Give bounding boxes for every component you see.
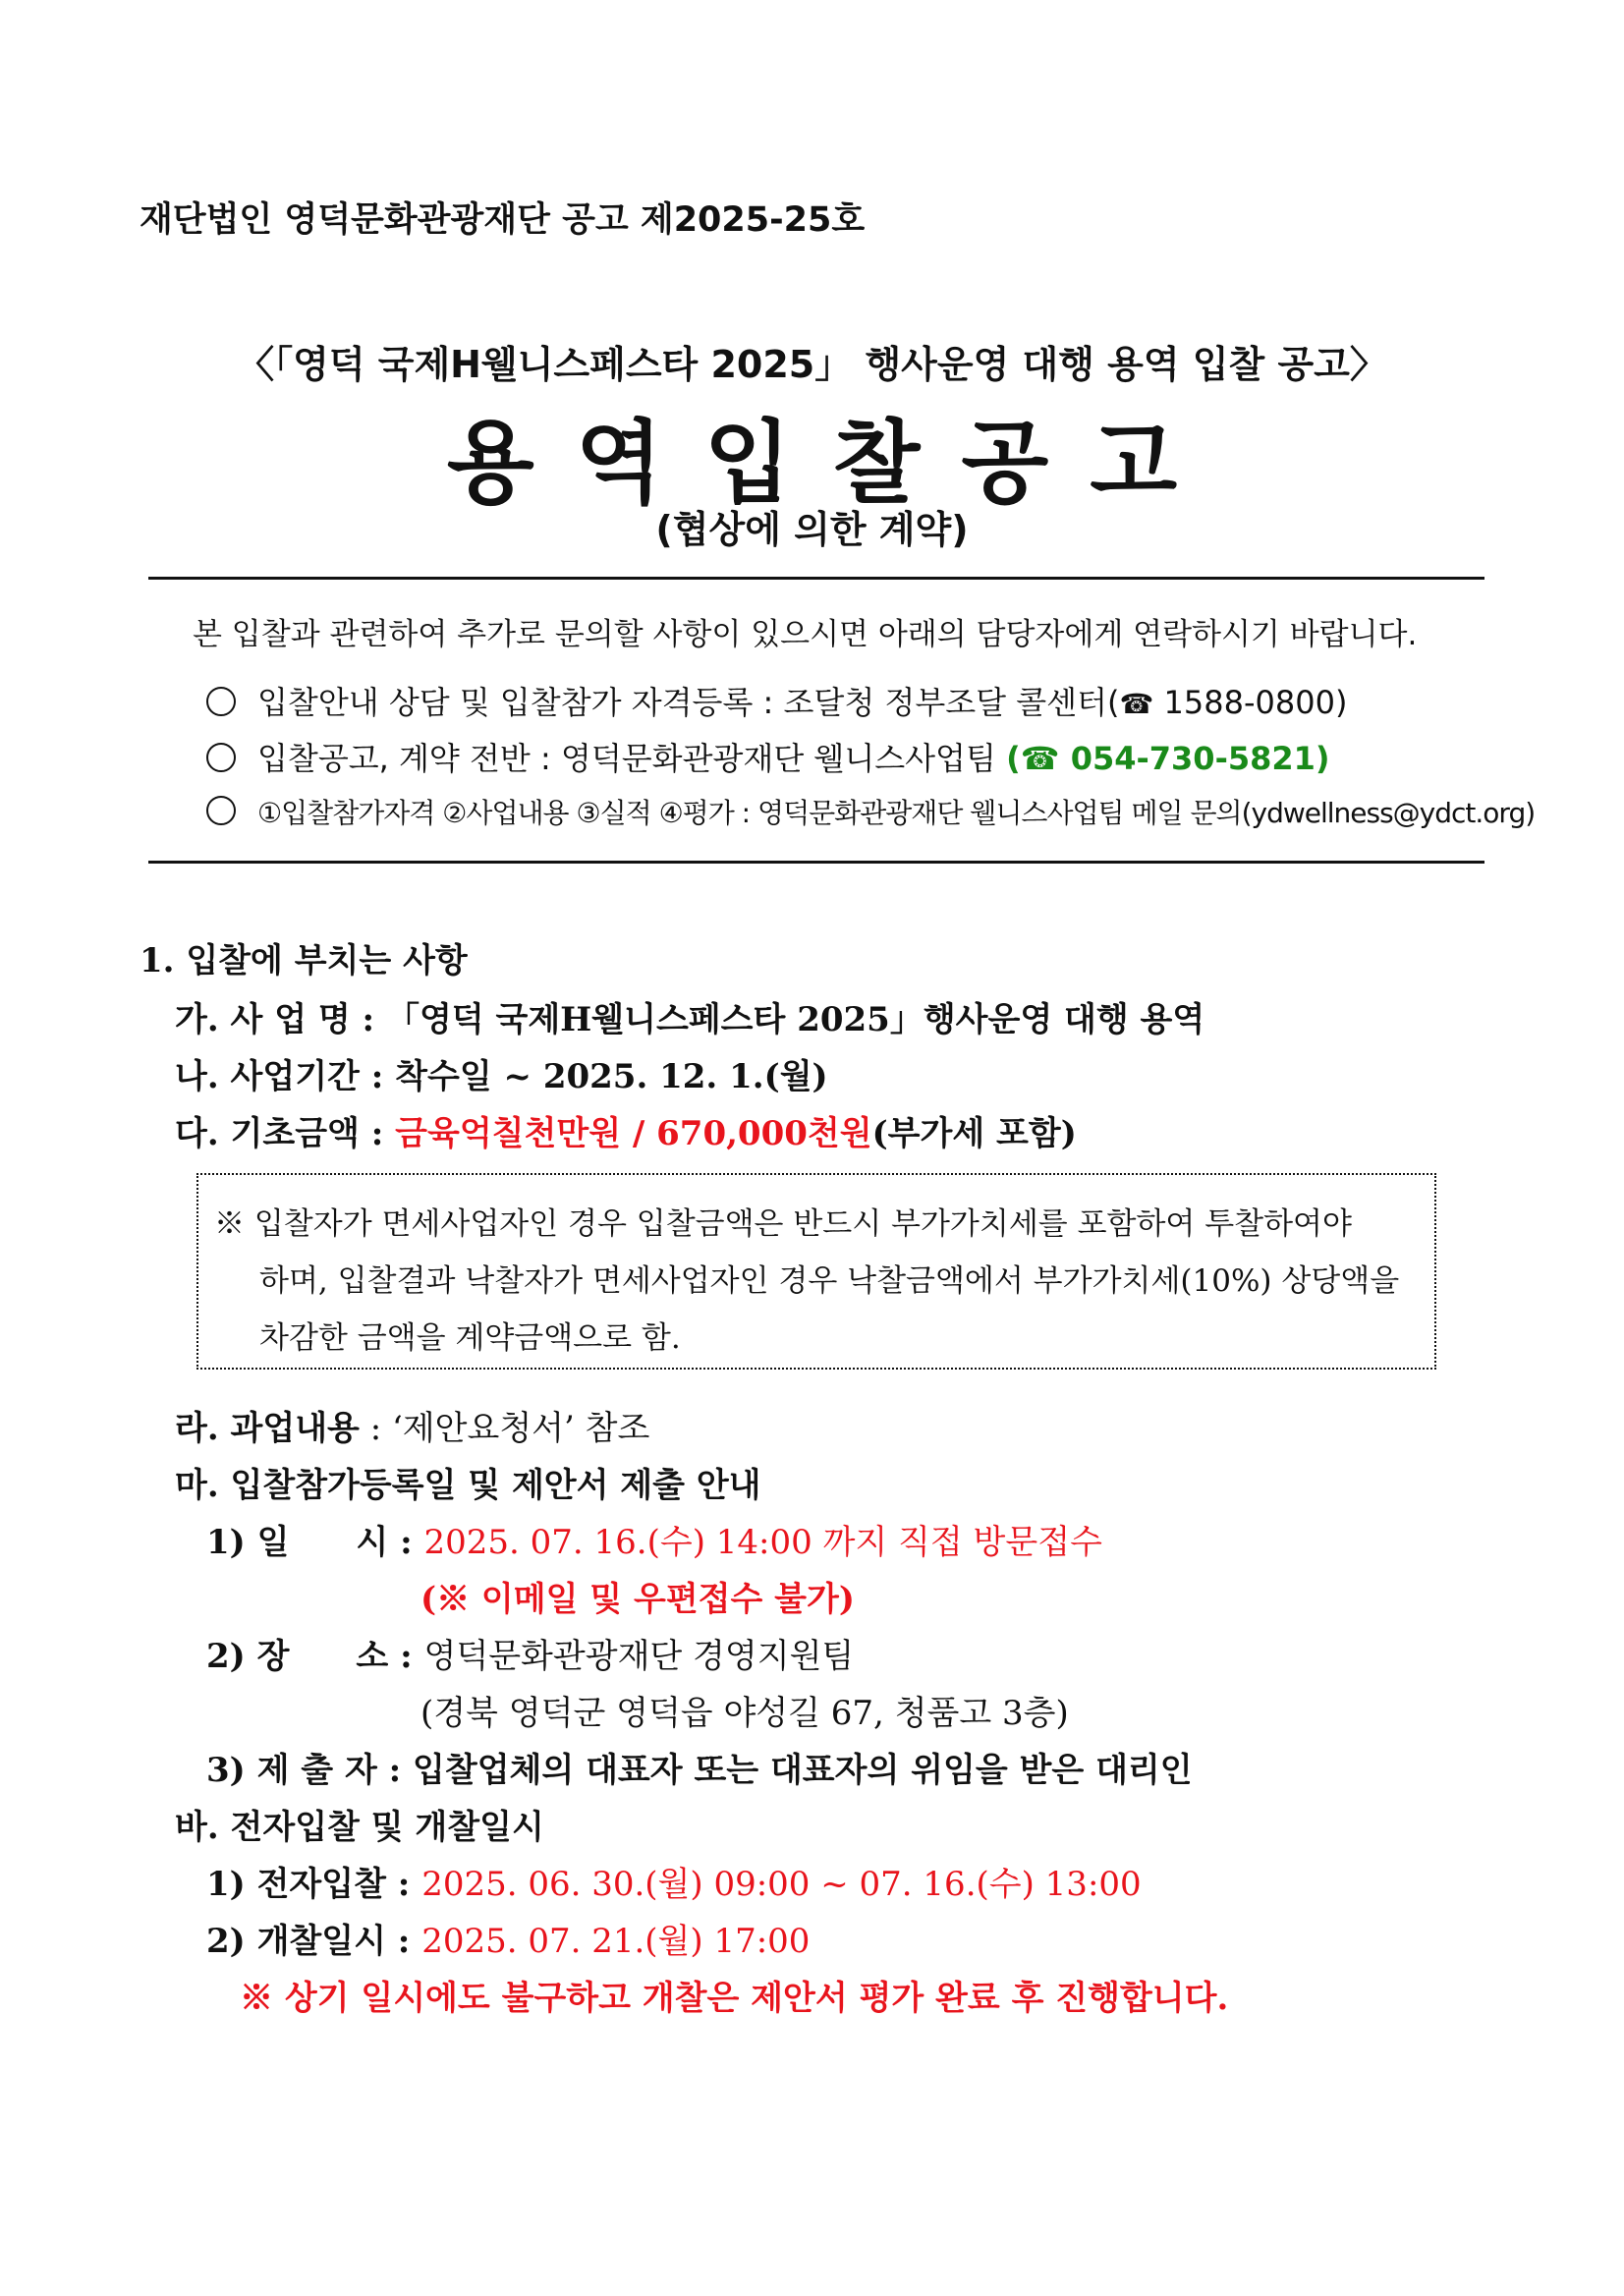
item-na <box>175 1049 828 1097</box>
item-ma: 마. 입찰참가등록일 및 제안서 제출 안내 <box>175 1466 761 1505</box>
notice-subtitle: 〈「영덕 국제H웰니스페스타 2025」 행사운영 대행 용역 입찰 공고〉 <box>237 343 1387 386</box>
contact-line-2-text: 입찰공고, 계약 전반 : 영덕문화관광재단 웰니스사업팀 <box>257 740 1007 777</box>
contact-line-2 <box>206 734 1330 779</box>
circle-bullet-icon <box>206 687 236 716</box>
contact-line-1 <box>206 678 1347 723</box>
item-ba-1 <box>206 1857 1142 1905</box>
item-ma-1-label: 1) 일 시 : <box>206 1523 424 1562</box>
item-ma-1 <box>206 1515 1102 1563</box>
item-ma-2-value: 영덕문화관광재단 경영지원팀 <box>423 1637 855 1676</box>
item-ma-3-value: 입찰업체의 대표자 또는 대표자의 위임을 받은 대리인 <box>413 1751 1193 1790</box>
item-ma-1-note: (※ 이메일 및 우편접수 불가) <box>420 1580 855 1619</box>
item-ga-label: 가. 사 업 명 : <box>175 1000 386 1039</box>
item-ma-2-label: 2) 장 소 : <box>206 1637 424 1676</box>
item-ba-1-label: 1) 전자입찰 : <box>206 1865 422 1904</box>
page-title: 용역입찰공고 <box>446 411 1219 516</box>
notice-number: 재단법인 영덕문화관광재단 공고 제2025-25호 <box>140 200 866 240</box>
top-divider <box>148 577 1484 580</box>
item-ba-note: ※ 상기 일시에도 불구하고 개찰은 제안서 평가 완료 후 진행합니다. <box>240 1979 1229 2018</box>
item-ba-2-label: 2) 개찰일시 : <box>206 1922 422 1961</box>
item-ga <box>175 992 1204 1040</box>
item-ma-3-label: 3) 제 출 자 : <box>206 1751 414 1790</box>
item-ma-1-value: 2025. 07. 16.(수) 14:00 까지 직접 방문접수 <box>423 1523 1102 1562</box>
contact-line-1-phone: 1588-0800) <box>1163 684 1348 721</box>
item-ba-2-value: 2025. 07. 21.(월) 17:00 <box>421 1922 811 1961</box>
item-ma-2 <box>206 1629 854 1677</box>
contact-intro: 본 입찰과 관련하여 추가로 문의할 사항이 있으시면 아래의 담당자에게 연락하시기 바랍니다. <box>193 617 1418 652</box>
vat-note-line-3: 차감한 금액을 계약금액으로 함. <box>259 1320 681 1356</box>
contract-type: (협상에 의한 계약) <box>655 508 969 551</box>
item-ba-2 <box>206 1914 810 1962</box>
item-ga-value: 「영덕 국제H웰니스페스타 2025」행사운영 대행 용역 <box>385 1000 1205 1039</box>
item-da-label: 다. 기초금액 : <box>175 1114 396 1153</box>
item-da <box>175 1106 1077 1154</box>
phone-icon: ☎ <box>1119 688 1154 720</box>
section-heading: 1. 입찰에 부치는 사항 <box>140 941 468 980</box>
contact-line-3 <box>206 792 1535 831</box>
vat-note-line-1: ※ 입찰자가 면세사업자인 경우 입찰금액은 반드시 부가가치세를 포함하여 투찰하여야 <box>214 1206 1352 1242</box>
contact-line-1-text: 입찰안내 상담 및 입찰참가 자격등록 : 조달청 정부조달 콜센터( <box>257 684 1120 721</box>
item-ba: 바. 전자입찰 및 개찰일시 <box>175 1808 544 1847</box>
item-ra-label: 라. 과업내용 <box>175 1409 360 1448</box>
circle-bullet-icon <box>206 743 236 772</box>
item-da-suffix: (부가세 포함) <box>871 1114 1077 1153</box>
item-da-value: 금육억칠천만원 / 670,000천원 <box>395 1114 872 1153</box>
item-na-value: 착수일 ~ 2025. 12. 1.(월) <box>395 1057 828 1096</box>
item-ra-value: : ‘제안요청서’ 참조 <box>359 1409 650 1448</box>
item-ra <box>175 1401 649 1449</box>
item-ma-3 <box>206 1743 1193 1791</box>
item-ba-1-value: 2025. 06. 30.(월) 09:00 ~ 07. 16.(수) 13:00 <box>421 1865 1142 1904</box>
vat-note-line-2: 하며, 입찰결과 낙찰자가 면세사업자인 경우 낙찰금액에서 부가가치세(10%) 상당액을 <box>259 1263 1400 1299</box>
item-na-label: 나. 사업기간 : <box>175 1057 396 1096</box>
contact-line-3-text: ①입찰참가자격 ②사업내용 ③실적 ④평가 : 영덕문화관광재단 웰니스사업팀 메일 문의(ydwellness@ydct.org) <box>257 797 1536 829</box>
bottom-divider <box>148 861 1484 864</box>
contact-line-2-phone: (☎ 054-730-5821) <box>1006 740 1330 777</box>
item-ma-2-address: (경북 영덕군 영덕읍 야성길 67, 청품고 3층) <box>420 1694 1069 1733</box>
circle-bullet-icon <box>206 796 236 825</box>
